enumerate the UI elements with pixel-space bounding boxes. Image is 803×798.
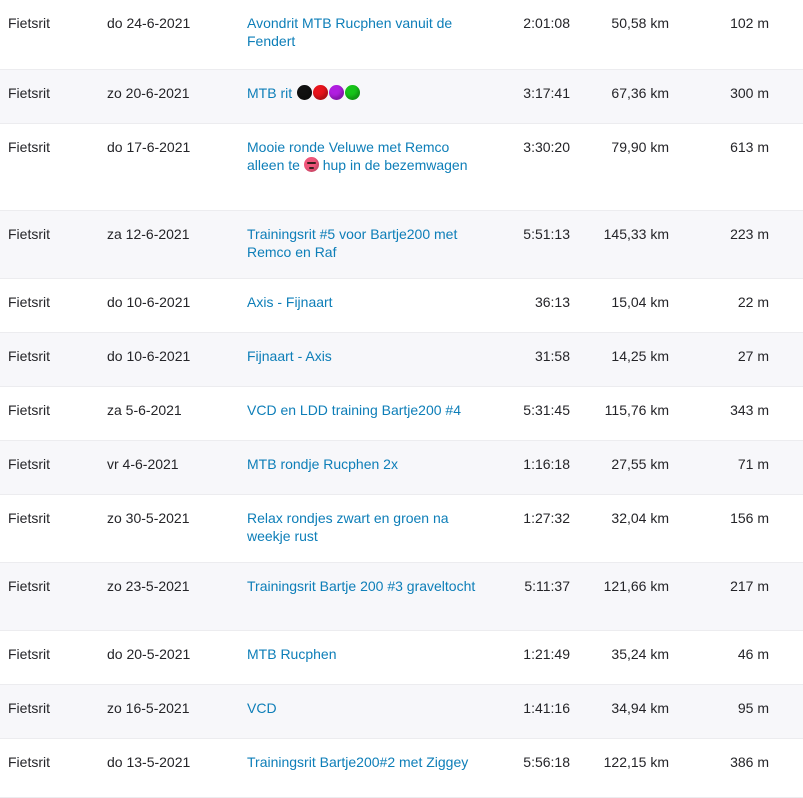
activity-elevation: 300 m: [730, 84, 769, 101]
activity-row: [0, 123, 803, 210]
activity-title-text: Trainingsrit Bartje 200 #3 graveltocht: [247, 577, 476, 594]
activity-elevation: 217 m: [730, 577, 769, 594]
activity-date: do 13-5-2021: [107, 753, 191, 770]
activity-title-cell: [239, 386, 484, 440]
activity-moving-time: 36:13: [534, 293, 570, 310]
activity-type: Fietsrit: [8, 15, 50, 31]
activity-date: do 10-6-2021: [107, 347, 191, 364]
activity-distance: 115,76 km: [604, 401, 669, 418]
activity-distance: 50,58 km: [611, 15, 669, 31]
activity-row: [0, 210, 803, 278]
activity-title-text: Axis - Fijnaart: [247, 293, 333, 310]
activity-date: za 5-6-2021: [107, 401, 182, 418]
activity-title-link[interactable]: [247, 294, 333, 310]
activity-distance: 35,24 km: [611, 645, 669, 662]
activity-title-cell: [239, 278, 484, 332]
activity-title-text: VCD en LDD training Bartje200 #4: [247, 401, 462, 418]
activity-distance: 79,90 km: [611, 138, 669, 155]
activity-type: Fietsrit: [8, 225, 50, 242]
activity-moving-time: 2:01:08: [523, 15, 570, 31]
activity-type: Fietsrit: [8, 401, 50, 418]
activity-row: [0, 562, 803, 630]
activity-moving-time: 5:31:45: [523, 401, 570, 418]
row-spacer: [769, 630, 803, 684]
activity-title-link[interactable]: [247, 510, 449, 544]
activity-title-text: Avondrit MTB Rucphen vanuit de Fendert: [247, 15, 453, 49]
activity-date: do 17-6-2021: [107, 138, 191, 155]
circle-emoji-icon: [297, 85, 312, 100]
row-spacer: [769, 440, 803, 494]
activity-title-text: VCD: [247, 699, 277, 716]
row-spacer: [769, 278, 803, 332]
activity-row: [0, 494, 803, 562]
activity-title-text: hup in de bezemwagen: [322, 156, 468, 173]
activity-title-text: Mooie ronde Veluwe met Remco alleen te: [247, 138, 450, 173]
activity-title-text: Relax rondjes zwart en groen na weekje rust: [247, 509, 449, 544]
activity-row: [0, 386, 803, 440]
activity-date: zo 30-5-2021: [107, 509, 190, 526]
activity-distance: 27,55 km: [611, 455, 669, 472]
activity-title-text: Trainingsrit #5 voor Bartje200 met Remco en Raf: [247, 225, 458, 260]
activity-title-cell: [239, 684, 484, 738]
activity-moving-time: 1:21:49: [523, 645, 570, 662]
activity-moving-time: 1:27:32: [523, 509, 570, 526]
row-spacer: [769, 738, 803, 797]
row-spacer: [769, 562, 803, 630]
activity-title-text: Fijnaart - Axis: [247, 347, 332, 364]
activity-title-cell: [239, 332, 484, 386]
activity-type: Fietsrit: [8, 138, 50, 155]
activity-elevation: 223 m: [730, 225, 769, 242]
activity-moving-time: 1:16:18: [523, 455, 570, 472]
activity-distance: 67,36 km: [611, 84, 669, 101]
activity-title-link[interactable]: [247, 700, 277, 716]
activity-title-link[interactable]: [247, 402, 461, 418]
activity-title-link[interactable]: [247, 456, 398, 472]
activity-distance: 122,15 km: [603, 753, 669, 770]
row-spacer: [769, 69, 803, 123]
activity-elevation: 386 m: [730, 753, 769, 770]
activity-title-cell: [239, 69, 484, 123]
activity-title-link[interactable]: [247, 85, 360, 101]
row-spacer: [769, 386, 803, 440]
activity-date: do 10-6-2021: [107, 293, 191, 310]
activity-title-text: MTB rondje Rucphen 2x: [247, 455, 398, 472]
activity-title-text: MTB rit: [247, 84, 293, 101]
activity-title-cell: [239, 440, 484, 494]
activity-title-text: MTB Rucphen: [247, 645, 337, 662]
activity-elevation: 22 m: [737, 293, 769, 310]
row-spacer: [769, 684, 803, 738]
activity-row: [0, 738, 803, 797]
activity-date: zo 20-6-2021: [107, 84, 190, 101]
activity-elevation: 95 m: [737, 699, 769, 716]
activity-date: zo 23-5-2021: [107, 577, 190, 594]
circle-emoji-icon: [313, 85, 328, 100]
activity-type: Fietsrit: [8, 577, 50, 594]
activity-type: Fietsrit: [8, 293, 50, 310]
activity-type: Fietsrit: [8, 455, 50, 472]
activity-type: Fietsrit: [8, 753, 50, 770]
activity-moving-time: 5:56:18: [523, 753, 570, 770]
activity-moving-time: 3:17:41: [523, 84, 570, 101]
activity-row: [0, 0, 803, 69]
activity-title-link[interactable]: [247, 578, 475, 594]
row-spacer: [769, 123, 803, 210]
activity-type: Fietsrit: [8, 509, 50, 526]
activity-elevation: 343 m: [730, 401, 769, 418]
activity-row: [0, 332, 803, 386]
activity-type: Fietsrit: [8, 347, 50, 364]
activity-title-cell: [239, 738, 484, 797]
activity-moving-time: 1:41:16: [523, 699, 570, 716]
activity-elevation: 156 m: [730, 509, 769, 526]
row-spacer: [769, 332, 803, 386]
activity-type: Fietsrit: [8, 645, 50, 662]
activity-title-link[interactable]: [247, 348, 332, 364]
activity-date: do 20-5-2021: [107, 645, 191, 662]
activity-distance: 34,94 km: [611, 699, 669, 716]
activity-row: [0, 278, 803, 332]
activity-date: do 24-6-2021: [107, 15, 191, 31]
activity-moving-time: 5:11:37: [524, 577, 570, 594]
activity-date: vr 4-6-2021: [107, 455, 179, 472]
activity-title-cell: [239, 562, 484, 630]
activity-title-cell: [239, 123, 484, 210]
exhausted-face-icon: [304, 157, 319, 172]
activity-date: za 12-6-2021: [107, 225, 190, 242]
activity-title-text: Trainingsrit Bartje200#2 met Ziggey: [247, 753, 469, 770]
activity-row: [0, 684, 803, 738]
activity-title-link[interactable]: [247, 15, 452, 49]
activity-elevation: 71 m: [737, 455, 769, 472]
activity-elevation: 27 m: [737, 347, 769, 364]
activity-row: [0, 630, 803, 684]
activity-title-link[interactable]: [247, 226, 457, 260]
circle-emoji-icon: [345, 85, 360, 100]
activity-title-cell: [239, 210, 484, 278]
activity-distance: 32,04 km: [611, 509, 669, 526]
activity-elevation: 613 m: [730, 138, 769, 155]
activity-type: Fietsrit: [8, 699, 50, 716]
activity-moving-time: 31:58: [534, 347, 570, 364]
activity-type: Fietsrit: [8, 84, 50, 101]
row-spacer: [769, 0, 803, 69]
activity-title-cell: [239, 0, 484, 69]
activity-date: zo 16-5-2021: [107, 699, 190, 716]
activity-title-link[interactable]: [247, 754, 468, 770]
activity-title-cell: [239, 630, 484, 684]
activity-moving-time: 3:30:20: [523, 138, 570, 155]
activity-row: [0, 69, 803, 123]
activity-distance: 145,33 km: [603, 225, 669, 242]
row-spacer: [769, 210, 803, 278]
activity-row: [0, 440, 803, 494]
row-spacer: [769, 494, 803, 562]
activity-distance: 121,66 km: [603, 577, 669, 594]
activity-title-cell: [239, 494, 484, 562]
activity-title-link[interactable]: [247, 139, 468, 173]
activity-moving-time: 5:51:13: [523, 225, 570, 242]
activity-distance: 15,04 km: [611, 293, 669, 310]
activity-title-link[interactable]: [247, 646, 336, 662]
activity-distance: 14,25 km: [611, 347, 669, 364]
activity-elevation: 102 m: [730, 15, 769, 31]
activity-elevation: 46 m: [737, 645, 769, 662]
circle-emoji-icon: [329, 85, 344, 100]
